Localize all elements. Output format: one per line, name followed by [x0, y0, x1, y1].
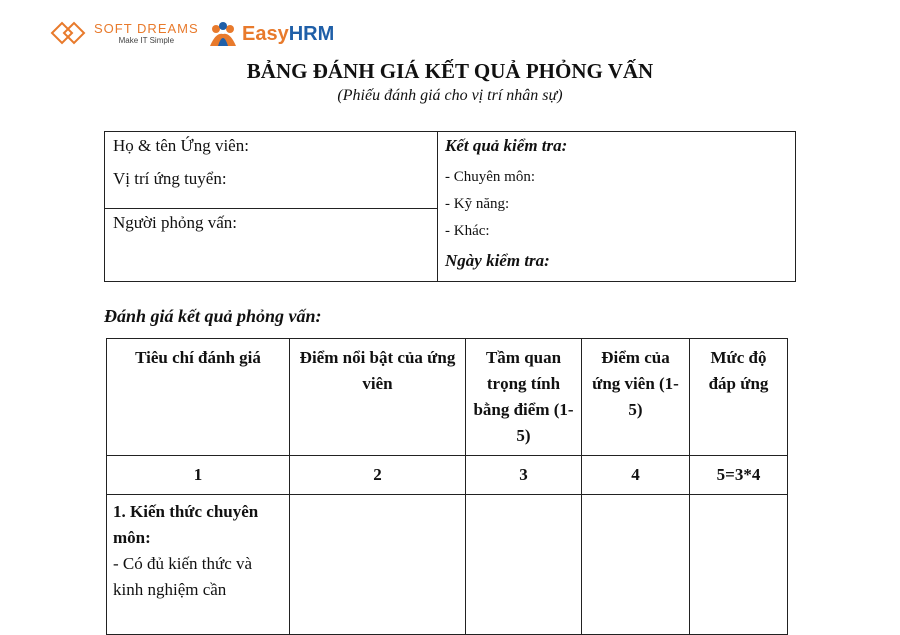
easyhrm-easy: Easy [242, 22, 289, 45]
softdreams-logo [48, 18, 199, 48]
other-label: - Khác: [445, 223, 490, 239]
easyhrm-logo [208, 20, 334, 48]
evaluation-table [106, 338, 788, 635]
people-icon [208, 20, 238, 48]
highlights-cell[interactable] [290, 495, 466, 635]
header-fulfillment: Mức độ đáp ứng [690, 339, 788, 456]
position-label: Vị trí ứng tuyển: [113, 169, 227, 188]
criteria-cell [107, 495, 290, 635]
criteria-title: 1. Kiến thức chuyên môn: [113, 502, 259, 547]
col-number: 5=3*4 [690, 456, 788, 495]
fulfillment-cell[interactable] [690, 495, 788, 635]
easyhrm-hrm: HRM [288, 22, 335, 45]
table-header-row [107, 339, 788, 456]
col-number: 2 [290, 456, 466, 495]
info-divider-vertical [437, 131, 438, 281]
softdreams-name: SOFT DREAMS [94, 20, 199, 36]
candidate-name-label: Họ & tên Ứng viên: [113, 136, 249, 155]
document-subtitle: (Phiếu đánh giá cho vị trí nhân sự) [337, 87, 563, 104]
col-number: 3 [466, 456, 582, 495]
table-row [107, 495, 788, 635]
header-score: Điểm của ứng viên (1-5) [582, 339, 690, 456]
score-cell[interactable] [582, 495, 690, 635]
skills-label: - Kỹ năng: [445, 196, 510, 212]
softdreams-tagline: Make IT Simple [118, 35, 175, 45]
importance-cell[interactable] [466, 495, 582, 635]
col-number: 4 [582, 456, 690, 495]
test-date-label: Ngày kiểm tra: [445, 251, 550, 270]
table-number-row [107, 456, 788, 495]
softdreams-mark-icon [48, 18, 88, 48]
header-criteria: Tiêu chí đánh giá [107, 339, 290, 456]
test-result-label: Kết quả kiểm tra: [445, 136, 568, 155]
col-number: 1 [107, 456, 290, 495]
header-highlights: Điểm nổi bật của ứng viên [290, 339, 466, 456]
criteria-description: - Có đủ kiến thức và kinh nghiệm cần [113, 554, 253, 599]
expertise-label: - Chuyên môn: [445, 169, 535, 185]
header-importance: Tầm quan trọng tính bằng điểm (1-5) [466, 339, 582, 456]
info-divider-horizontal [104, 208, 438, 209]
section-heading: Đánh giá kết quả phỏng vấn: [104, 306, 322, 326]
document-title: BẢNG ĐÁNH GIÁ KẾT QUẢ PHỎNG VẤN [246, 59, 654, 83]
interviewer-label: Người phỏng vấn: [113, 213, 237, 232]
